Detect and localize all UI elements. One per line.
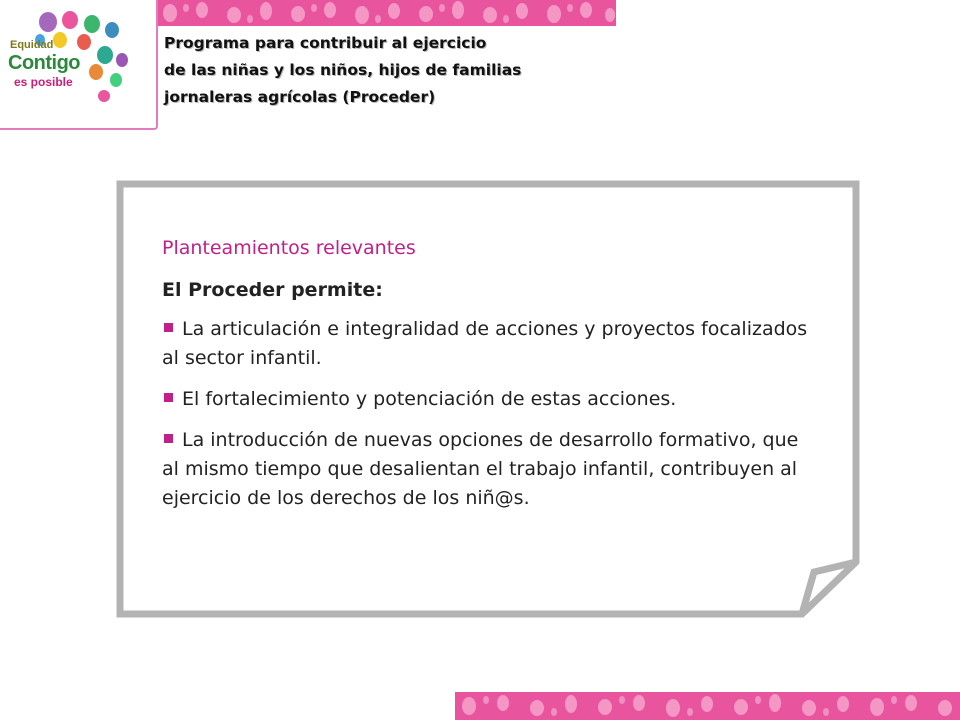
logo-contigo: Contigo (8, 52, 81, 74)
logo-es-posible: es posible (14, 75, 73, 89)
square-bullet-icon (164, 323, 173, 332)
title-line-1: Programa para contribuir al ejercicio (164, 34, 487, 52)
bullet-text: La introducción de nuevas opciones de desarrollo formativo, que al mismo tiempo que desalientan el trabajo infantil, contribuyen al ejercicio de los derechos de los niñ@s. (162, 429, 799, 509)
title-line-3: jornaleras agrícolas (Proceder) (164, 88, 436, 106)
bullet-text: El fortalecimiento y potenciación de estas acciones. (182, 388, 677, 410)
logo-equidad: Equidad (10, 39, 54, 51)
list-item (162, 315, 812, 373)
square-bullet-icon (164, 434, 173, 443)
square-bullet-icon (164, 393, 173, 402)
list-item (162, 385, 812, 414)
card-content (162, 237, 812, 525)
card-intro: El Proceder permite: (162, 279, 383, 301)
handprint-pattern-icon (455, 692, 960, 720)
title-line-2: de las niñas y los niños, hijos de familias (164, 61, 522, 79)
bottom-handprint-band (455, 692, 960, 720)
card-heading: Planteamientos relevantes (162, 237, 416, 259)
list-item (162, 426, 812, 513)
bullet-text: La articulación e integralidad de acciones y proyectos focalizados al sector infantil. (162, 318, 808, 369)
